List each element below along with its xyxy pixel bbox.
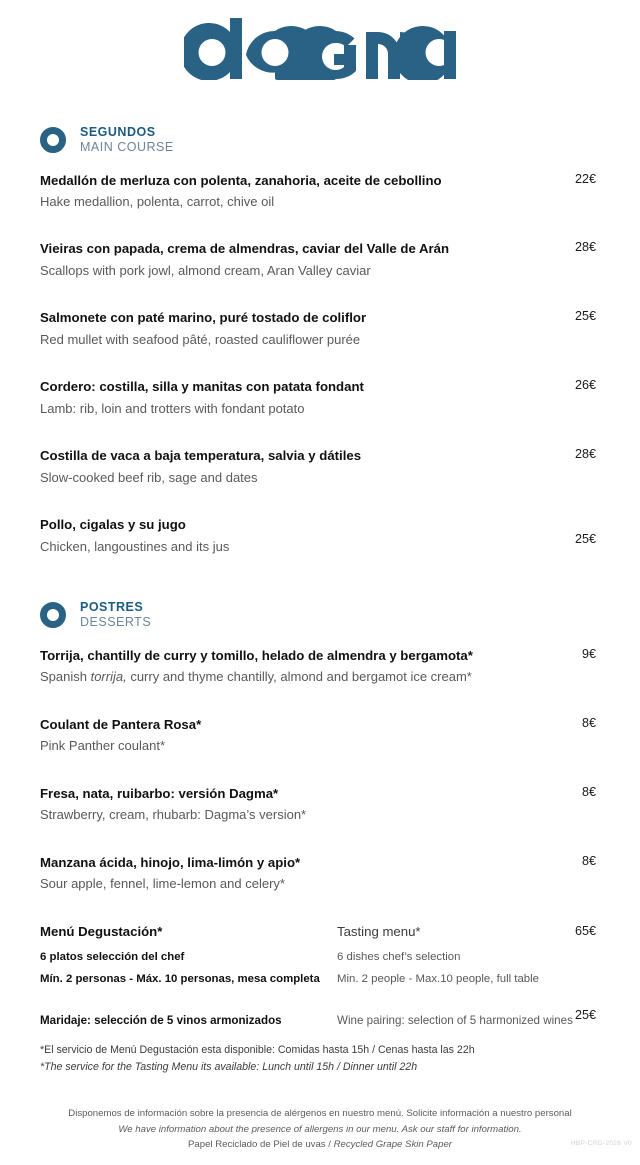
dish-name-en: Chicken, langoustines and its jus <box>40 538 230 554</box>
tasting-detail-es: 6 platos selección del chef <box>40 950 185 963</box>
dish-name-en: Red mullet with seafood pâté, roasted cauliflower purée <box>40 331 361 347</box>
menu-item <box>0 646 640 687</box>
tasting-menu-block <box>0 922 640 1029</box>
dish-desc-pre: Spanish <box>40 669 91 685</box>
section-label-es: POSTRES <box>80 600 144 615</box>
paper-notice-es: Papel Reciclado de Piel de uvas / <box>188 1139 334 1151</box>
tasting-title-es: Menú Degustación* <box>40 923 163 939</box>
dagma-wordmark-icon <box>184 18 456 80</box>
dish-price: 25€ <box>574 309 596 324</box>
dish-price: 25€ <box>574 532 596 547</box>
dish-name-es: Coulant de Pantera Rosa* <box>40 716 202 732</box>
wine-pairing-price: 25€ <box>574 1007 596 1022</box>
allergen-notice-es: Disponemos de información sobre la presencia de alérgenos en nuestro menú. Solicite información a nuestro personal <box>68 1108 572 1120</box>
section-header-postres <box>0 600 640 630</box>
footnote-en: *The service for the Tasting Menu its available: Lunch until 15h / Dinner until 22h <box>40 1060 418 1073</box>
dish-name-es: Fresa, nata, ruibarbo: versión Dagma* <box>40 785 279 801</box>
allergen-notice-en: We have information about the presence of allergens in our menu. Ask our staff for information. <box>118 1123 522 1135</box>
menu-item <box>0 308 640 349</box>
ring-icon <box>40 602 66 628</box>
menu-item <box>0 715 640 756</box>
tasting-title-en: Tasting menu* <box>337 923 421 939</box>
paper-notice <box>0 1137 640 1153</box>
menu-item <box>0 171 640 212</box>
wine-pairing-en: Wine pairing: selection of 5 harmonized wines <box>337 1013 573 1027</box>
dish-name-en: Sour apple, fennel, lime-lemon and celery* <box>40 876 285 891</box>
tasting-menu-title-row <box>40 922 596 942</box>
dish-name-es: Salmonete con paté marino, puré tostado de coliflor <box>40 310 367 326</box>
wine-pairing-row <box>40 1007 596 1029</box>
menu-item <box>0 784 640 825</box>
dish-desc-italic: torrija, <box>90 669 127 685</box>
dish-name-es: Costilla de vaca a baja temperatura, salvia y dátiles <box>40 448 362 464</box>
dish-price: 28€ <box>574 240 596 255</box>
dish-name-en: Slow-cooked beef rib, sage and dates <box>40 469 258 485</box>
ring-icon <box>40 127 66 153</box>
section-label-es: SEGUNDOS <box>80 125 156 139</box>
dish-price: 8€ <box>581 715 596 730</box>
dish-name-en: Strawberry, cream, rhubarb: Dagma’s version* <box>40 807 307 823</box>
dish-name-es: Medallón de merluza con polenta, zanahoria, aceite de cebollino <box>40 172 442 188</box>
dish-name-es: Pollo, cigalas y su jugo <box>40 517 186 533</box>
section-titles <box>80 600 151 630</box>
document-code: HBP-CRD-2026 V0 <box>570 1140 632 1147</box>
tasting-detail-en: 6 dishes chef’s selection <box>337 950 461 963</box>
dish-price: 28€ <box>574 447 596 462</box>
wine-pairing-es: Maridaje: selección de 5 vinos armonizados <box>40 1013 282 1027</box>
dish-price: 9€ <box>581 646 596 661</box>
dish-name-es: Torrija, chantilly de curry y tomillo, helado de almendra y bergamota* <box>40 647 473 663</box>
menu-item <box>0 446 640 487</box>
tasting-detail-es: Mín. 2 personas - Máx. 10 personas, mesa completa <box>40 972 320 985</box>
section-label-en: DESSERTS <box>80 615 152 630</box>
menu-item <box>0 239 640 280</box>
dish-name-en: Hake medallion, polenta, carrot, chive oil <box>40 193 275 209</box>
tasting-detail-en: Min. 2 people - Max.10 people, full table <box>337 972 539 985</box>
dish-name-es: Vieiras con papada, crema de almendras, caviar del Valle de Arán <box>40 241 450 257</box>
footnote-es: *El servicio de Menú Degustación esta disponible: Comidas hasta 15h / Cenas hasta las 22h <box>40 1044 475 1057</box>
menu-item <box>0 377 640 418</box>
tasting-menu-footnotes <box>0 1042 640 1075</box>
dish-name-es: Cordero: costilla, silla y manitas con patata fondant <box>40 379 364 395</box>
menu-item <box>0 853 640 894</box>
tasting-menu-detail-row <box>40 949 596 966</box>
dish-name-en <box>40 668 596 687</box>
menu-sheet <box>0 125 640 1075</box>
dish-name-en: Lamb: rib, loin and trotters with fondant potato <box>40 400 305 416</box>
paper-notice-en: Recycled Grape Skin Paper <box>333 1139 452 1151</box>
tasting-menu-price: 65€ <box>574 923 596 938</box>
page-footer <box>0 1106 640 1153</box>
dish-price: 8€ <box>581 853 596 868</box>
dish-desc-post: curry and thyme chantilly, almond and bergamot ice cream* <box>126 669 472 685</box>
section-header-segundos <box>0 125 640 155</box>
dish-price: 22€ <box>574 171 596 186</box>
menu-item <box>0 515 640 556</box>
brand-logo <box>0 18 640 85</box>
tasting-menu-detail-row <box>40 971 596 988</box>
section-titles <box>80 125 174 155</box>
dish-price: 26€ <box>574 378 596 393</box>
dish-name-en: Pink Panther coulant* <box>40 738 166 754</box>
section-label-en: MAIN COURSE <box>80 139 174 154</box>
dish-price: 8€ <box>581 784 596 799</box>
dish-name-es: Manzana ácida, hinojo, lima-limón y apio* <box>40 854 301 870</box>
dish-name-en: Scallops with pork jowl, almond cream, Aran Valley caviar <box>40 262 371 278</box>
